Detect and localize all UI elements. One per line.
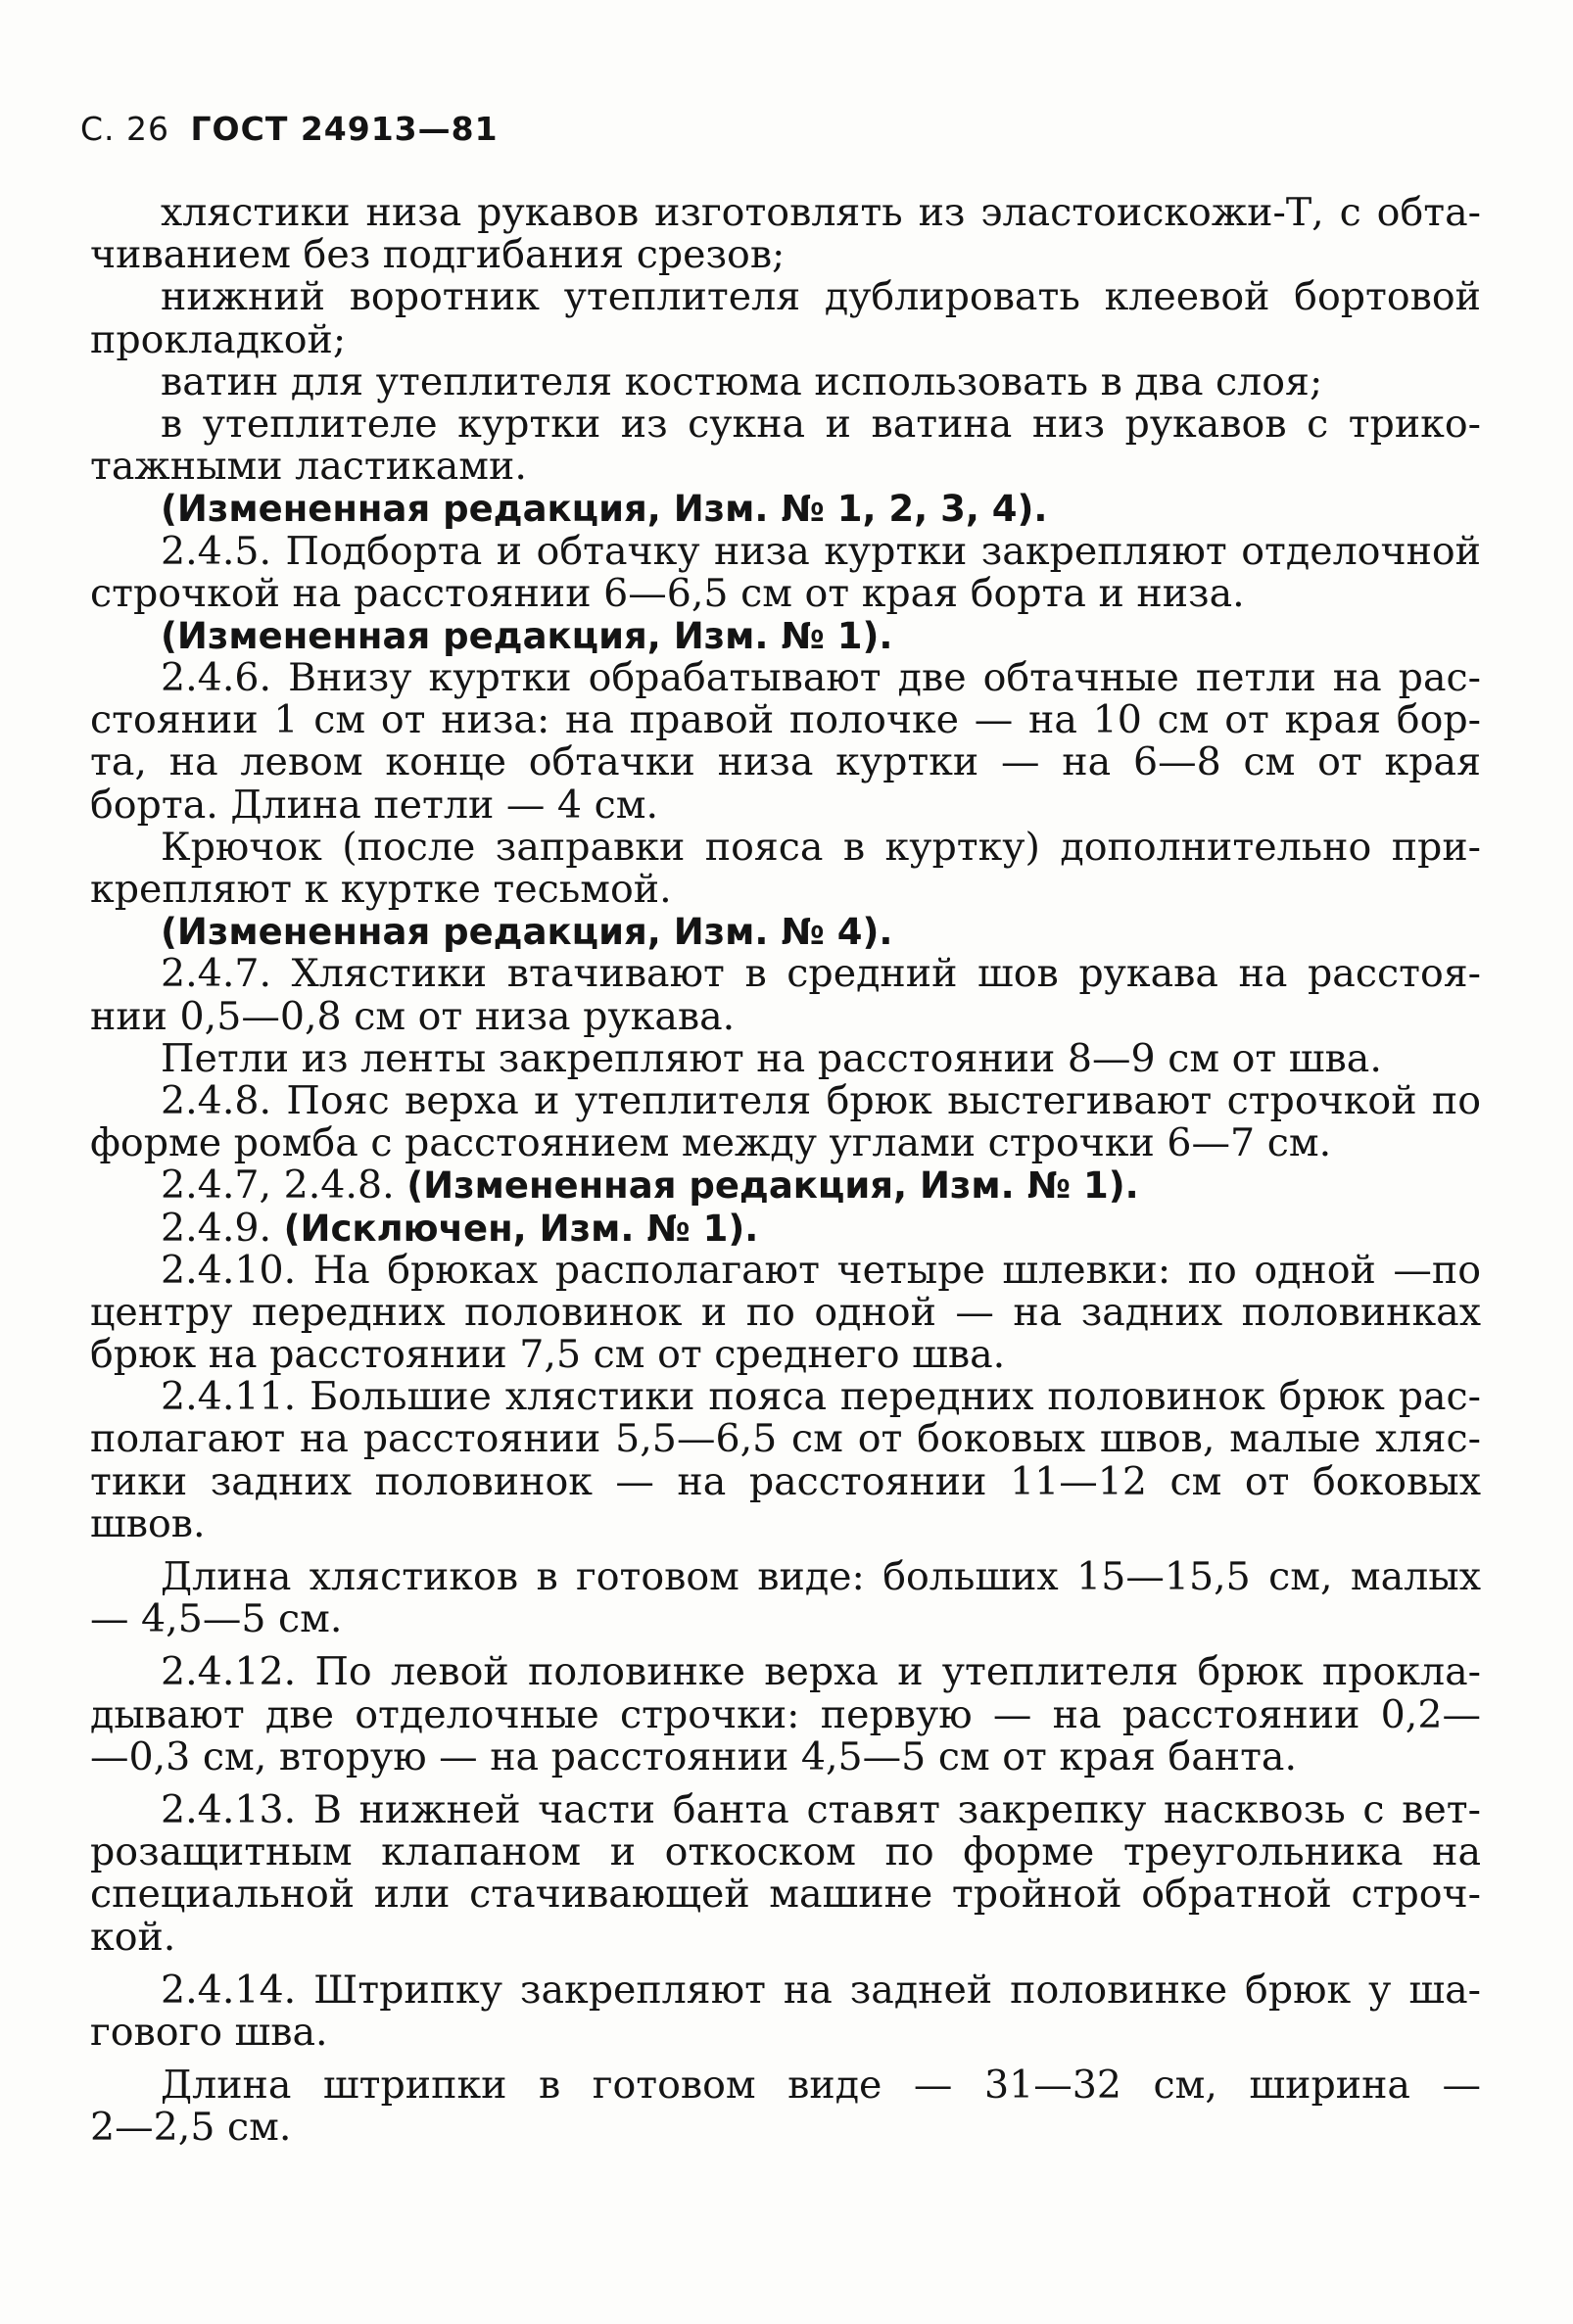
- text-line: нии 0,5—0,8 см от низа рукава.: [90, 995, 736, 1038]
- text-line: хлястики низа рукавов изготовлять из эластоискожи-Т, с обта-: [161, 192, 1481, 235]
- text-line: Крючок (после заправки пояса в куртку) дополнительно при-: [161, 826, 1481, 869]
- text-line: 2.4.8. Пояс верха и утеплителя брюк выстегивают строчкой по: [161, 1079, 1481, 1123]
- text-line: брюк на расстоянии 7,5 см от среднего шва.: [90, 1334, 1006, 1377]
- amendment-note: (Измененная редакция, Изм. № 1, 2, 3, 4).: [161, 488, 1048, 531]
- text-line: 2.4.5. Подборта и обтачку низа куртки закрепляют отделочной: [161, 530, 1481, 573]
- amendment-note: (Измененная редакция, Изм. № 4).: [161, 911, 893, 954]
- text-line: дывают две отделочные строчки: первую — на расстоянии 0,2—: [90, 1693, 1481, 1736]
- text-line: Длина хлястиков в готовом виде: больших 15—15,5 см, малых: [161, 1556, 1481, 1599]
- text-line: в утеплителе куртки из сукна и ватина низ рукавов с трико-: [161, 403, 1481, 447]
- text-line: кой.: [90, 1916, 176, 1959]
- text-line: 2.4.7. Хлястики втачивают в средний шов рукава на расстоя-: [161, 953, 1481, 996]
- text-line: Петли из ленты закрепляют на расстоянии 8—9 см от шва.: [161, 1037, 1382, 1080]
- page-number: С. 26: [80, 110, 170, 148]
- text-line: 2.4.14. Штрипку закрепляют на задней половинке брюк у ша-: [161, 1968, 1481, 2012]
- clause-refs: 2.4.7, 2.4.8.: [161, 1164, 395, 1208]
- text-line: 2.4.10. На брюках располагают четыре шлевки: по одной —по: [161, 1249, 1481, 1292]
- text-line: форме ромба с расстоянием между углами строчки 6—7 см.: [90, 1122, 1332, 1165]
- text-line: та, на левом конце обтачки низа куртки — на 6—8 см от края: [90, 741, 1481, 784]
- text-line: [90, 1208, 1481, 1250]
- paragraph-gap: [90, 1959, 1481, 1969]
- text-line: чиванием без подгибания срезов;: [90, 234, 786, 277]
- text-line: —0,3 см, вторую — на расстоянии 4,5—5 см от края банта.: [90, 1735, 1298, 1779]
- paragraph-gap: [90, 2054, 1481, 2064]
- text-line: 2.4.13. В нижней части банта ставят закрепку насквозь с вет-: [161, 1788, 1481, 1832]
- amendment-note: (Исключен, Изм. № 1).: [283, 1207, 759, 1250]
- paragraph-gap: [90, 1779, 1481, 1789]
- text-line: швов.: [90, 1502, 206, 1545]
- text-line: Длина штрипки в готовом виде — 31—32 см, ширина —: [161, 2064, 1481, 2108]
- text-line: розащитным клапаном и откоском по форме треугольника на: [90, 1831, 1481, 1874]
- text-line: гового шва.: [90, 2011, 328, 2055]
- text-line: [90, 1164, 1481, 1207]
- amendment-note: (Измененная редакция, Изм. № 1).: [406, 1164, 1139, 1208]
- paragraph-gap: [90, 1640, 1481, 1651]
- text-line: полагают на расстоянии 5,5—6,5 см от боковых швов, малые хляс-: [90, 1418, 1481, 1461]
- text-line: специальной или стачивающей машине тройной обратной строч-: [90, 1873, 1481, 1917]
- text-line: крепляют к куртке тесьмой.: [90, 869, 672, 912]
- amendment-note: (Измененная редакция, Изм. № 1).: [161, 614, 893, 657]
- paragraph-gap: [90, 1545, 1481, 1556]
- text-line: борта. Длина петли — 4 см.: [90, 783, 659, 827]
- text-line: ватин для утеплителя костюма использовать в два слоя;: [161, 360, 1323, 403]
- text-line: прокладкой;: [90, 318, 347, 361]
- text-line: 2.4.11. Большие хлястики пояса передних половинок брюк рас-: [161, 1376, 1481, 1419]
- text-line: тики задних половинок — на расстоянии 11—12 см от боковых: [90, 1460, 1481, 1503]
- text-line: строчкой на расстоянии 6—6,5 см от края борта и низа.: [90, 572, 1245, 615]
- text-line: центру передних половинок и по одной — на задних половинках: [90, 1291, 1481, 1335]
- body-text: [90, 192, 1481, 2149]
- clause-ref: 2.4.9.: [161, 1207, 272, 1250]
- text-line: — 4,5—5 см.: [90, 1598, 343, 1641]
- page-header: [80, 110, 499, 148]
- text-line: 2.4.12. По левой половинке верха и утеплителя брюк прокла-: [161, 1651, 1481, 1694]
- text-line: тажными ластиками.: [90, 446, 527, 489]
- text-line: 2—2,5 см.: [90, 2107, 292, 2150]
- text-line: нижний воротник утеплителя дублировать клеевой бортовой: [161, 276, 1481, 319]
- standard-code: ГОСТ 24913—81: [190, 110, 499, 148]
- text-line: стоянии 1 см от низа: на правой полочке — на 10 см от края бор-: [90, 699, 1481, 742]
- text-line: 2.4.6. Внизу куртки обрабатывают две обтачные петли на рас-: [161, 657, 1481, 700]
